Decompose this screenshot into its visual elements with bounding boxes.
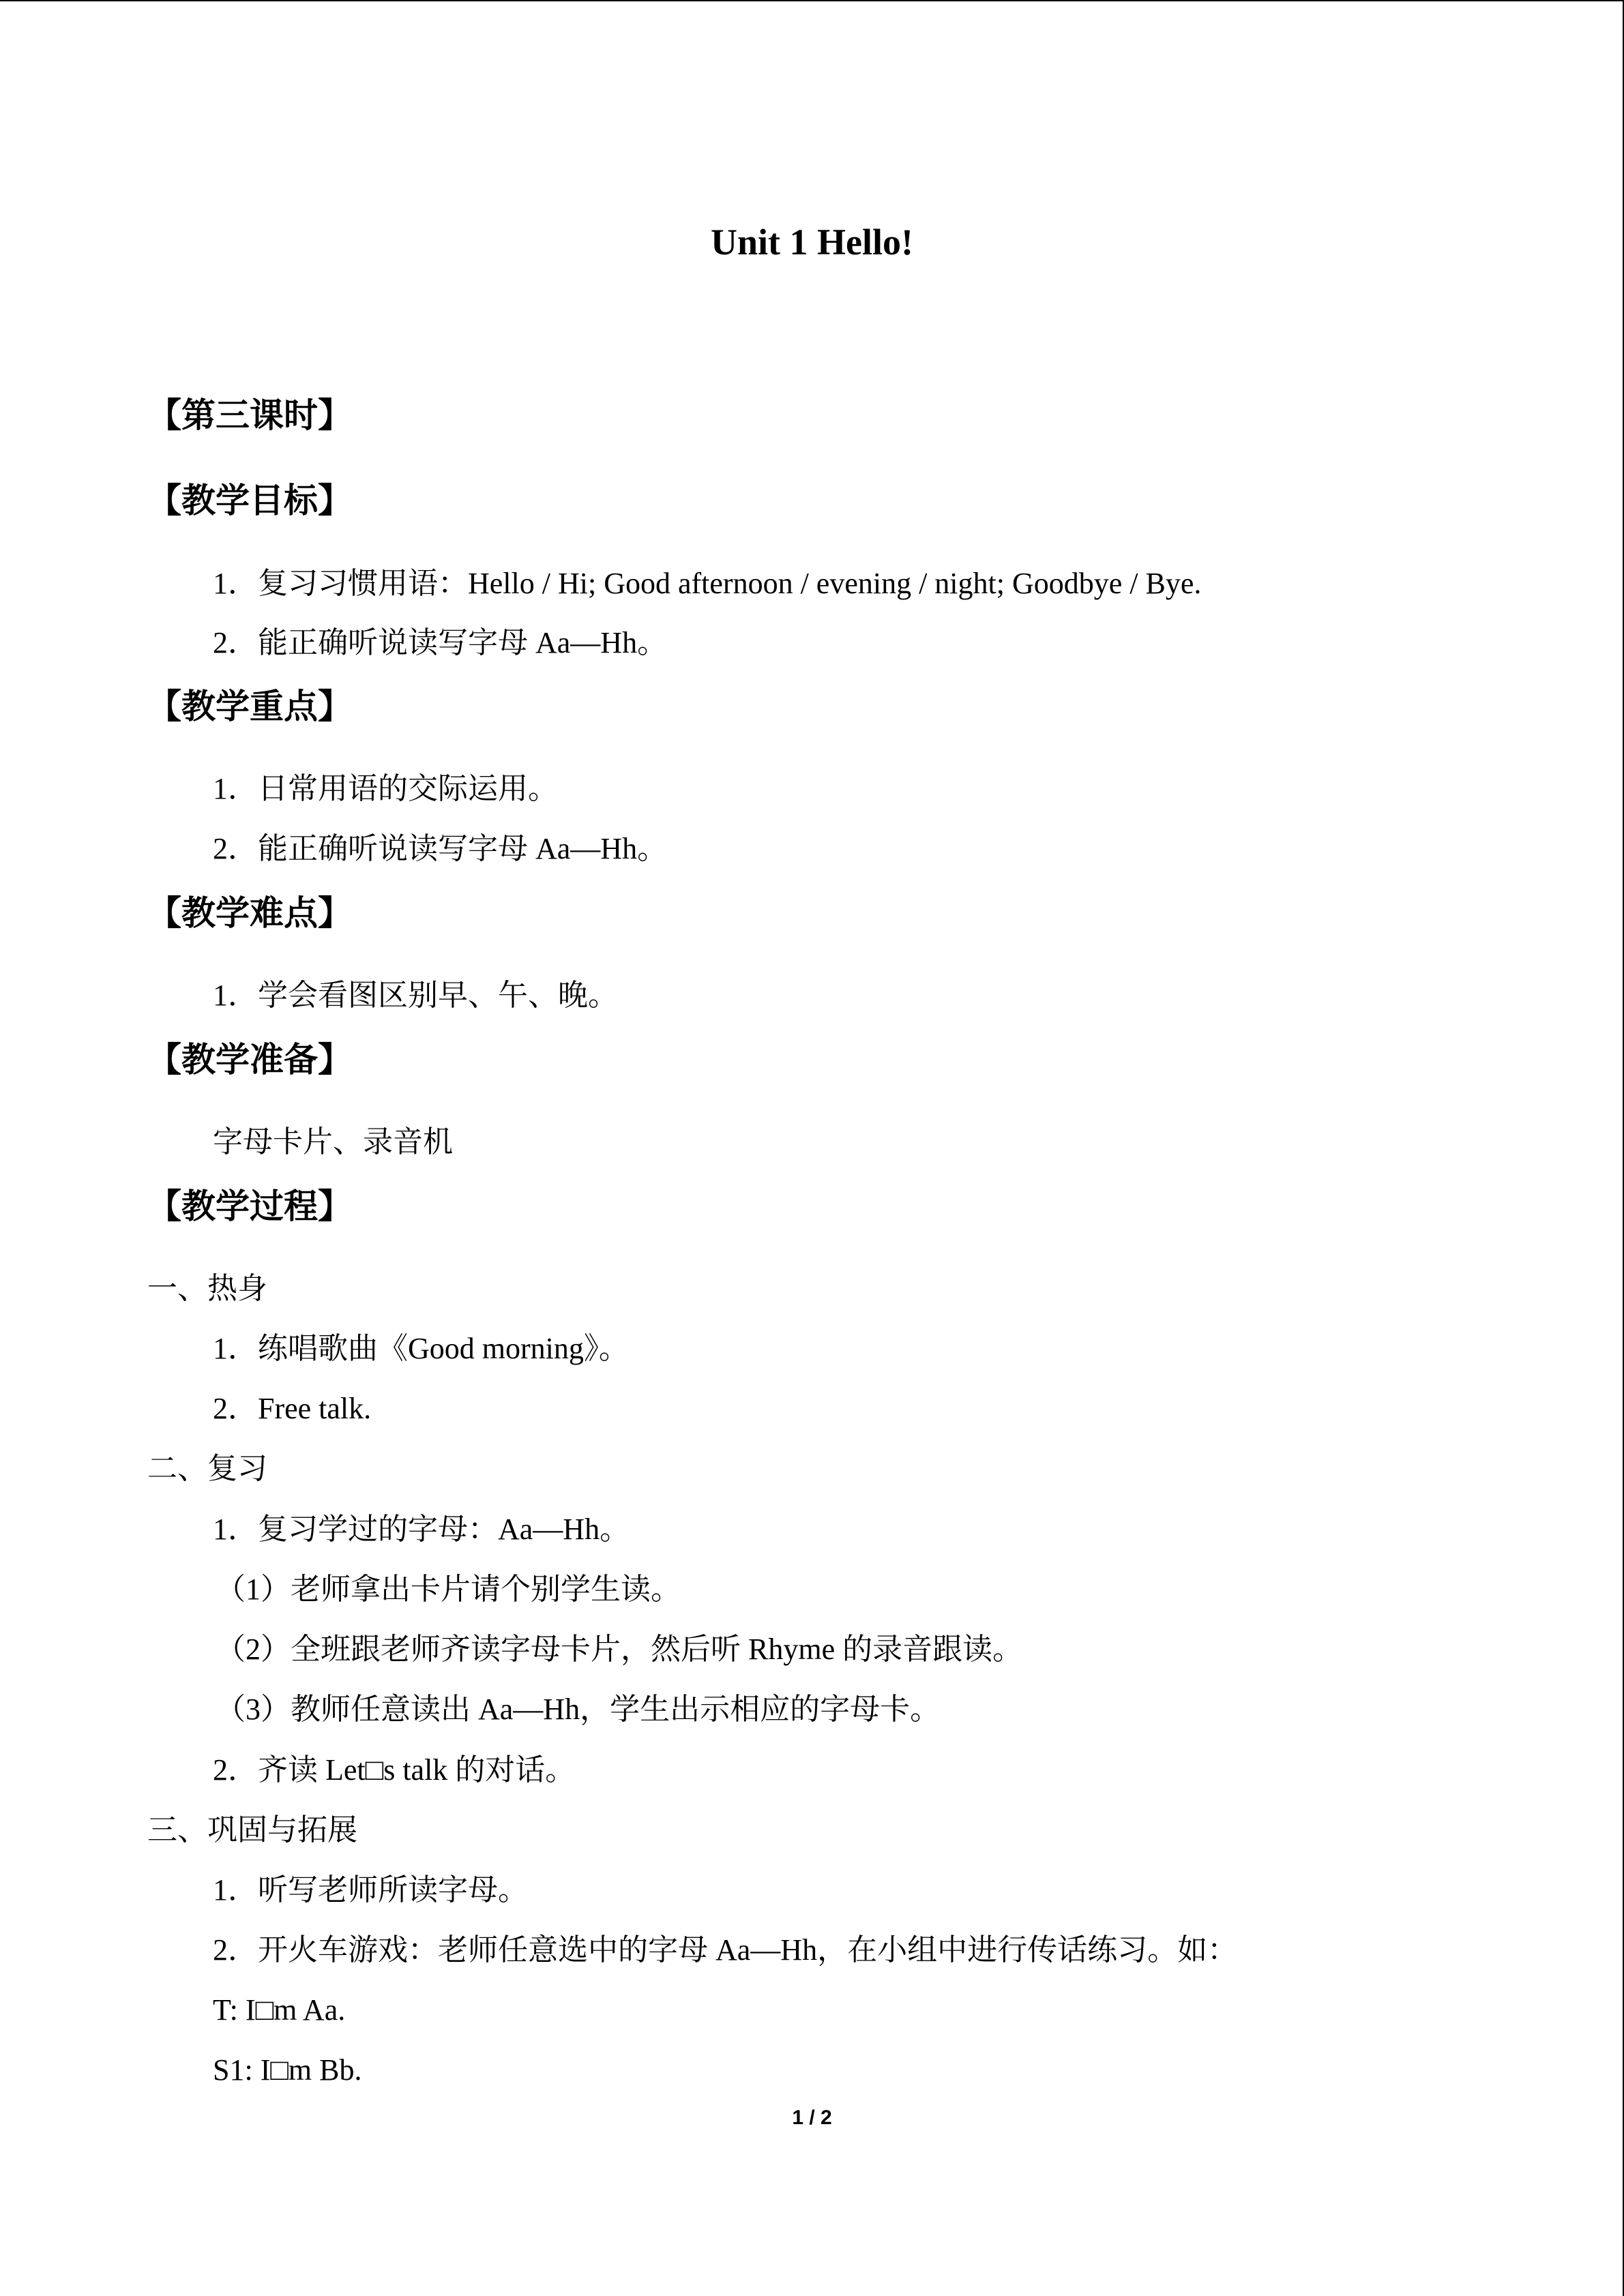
key-point-item-1: 1．日常用语的交际运用。 xyxy=(213,772,558,805)
preparation-item-1: 字母卡片、录音机 xyxy=(213,1125,453,1159)
review-title: 二、复习 xyxy=(147,1452,267,1485)
lesson-heading: 【第三课时】 xyxy=(147,396,352,435)
review-item-2: （1）老师拿出卡片请个别学生读。 xyxy=(216,1572,681,1606)
review-item-4: （3）教师任意读出 Aa—Hh，学生出示相应的字母卡。 xyxy=(216,1693,941,1726)
preparation-heading: 【教学准备】 xyxy=(147,1040,352,1079)
objectives-heading: 【教学目标】 xyxy=(147,481,352,520)
process-heading: 【教学过程】 xyxy=(147,1187,352,1226)
objective-item-2: 2．能正确听说读写字母 Aa—Hh。 xyxy=(213,626,668,659)
consolidation-item-4: S1: I□m Bb. xyxy=(213,2053,362,2087)
consolidation-item-2: 2．开火车游戏：老师任意选中的字母 Aa—Hh，在小组中进行传话练习。如： xyxy=(213,1933,1238,1967)
difficulty-item-1: 1．学会看图区别早、午、晚。 xyxy=(213,979,618,1012)
key-point-item-2: 2．能正确听说读写字母 Aa—Hh。 xyxy=(213,832,668,865)
objective-item-1: 1．复习习惯用语：Hello / Hi; Good afternoon / evening / night; Goodbye / Bye. xyxy=(213,567,1202,600)
consolidation-item-1: 1．听写老师所读字母。 xyxy=(213,1873,528,1907)
warmup-item-2: 2．Free talk. xyxy=(213,1392,372,1425)
consolidation-item-3: T: I□m Aa. xyxy=(213,1993,346,2027)
key-points-heading: 【教学重点】 xyxy=(147,687,352,726)
difficulties-heading: 【教学难点】 xyxy=(147,893,352,933)
page-number: 1 / 2 xyxy=(792,2106,832,2129)
warmup-item-1: 1．练唱歌曲《Good morning》。 xyxy=(213,1332,629,1365)
review-item-3: （2）全班跟老师齐读字母卡片，然后听 Rhyme 的录音跟读。 xyxy=(216,1632,1023,1666)
document-title: Unit 1 Hello! xyxy=(711,222,913,263)
warmup-title: 一、热身 xyxy=(147,1272,267,1305)
review-item-1: 1．复习学过的字母：Aa—Hh。 xyxy=(213,1512,630,1546)
consolidation-title: 三、巩固与拓展 xyxy=(147,1813,357,1847)
review-item-5: 2．齐读 Let□s talk 的对话。 xyxy=(213,1753,576,1787)
